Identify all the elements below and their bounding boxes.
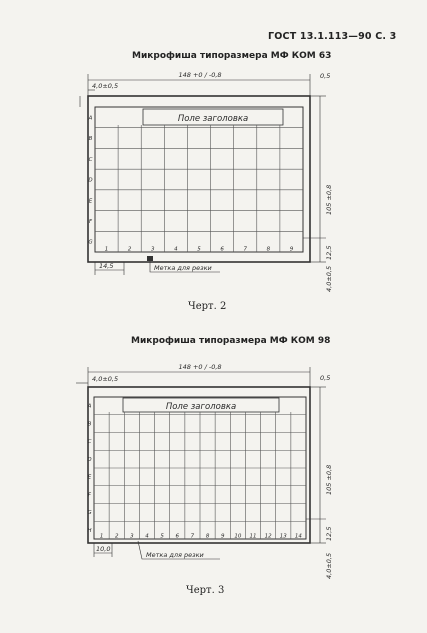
grid-col-label: 11 [249,533,257,540]
figure-2-title: Микрофиша типоразмера МФ КОМ 63 [132,51,332,61]
dim-corner-98: 0,5 [320,374,331,382]
grid-col-label: 9 [220,533,225,540]
grid-row-label: A [87,403,92,410]
grid-col-label: 6 [220,246,224,253]
header-field-label-98: Поле заголовка [165,402,237,412]
grid-labels-63 [88,115,294,252]
grid-row-label: A [88,115,93,122]
cut-mark-label-63: Метка для резки [154,264,212,272]
grid-col-label: 9 [289,246,294,253]
grid-col-label: 2 [114,533,119,540]
dim-bottom-right-98: 4,0±0,5 [325,552,333,579]
figure-3-caption: Черт. 3 [186,585,225,596]
grid-col-label: 10 [234,533,242,540]
dim-right-63: 105 ±0,8 [325,184,333,215]
grid-labels-98 [87,404,303,540]
dim-bottom-gap-63: 12,5 [325,245,333,260]
grid-col-label: 14 [294,533,302,540]
dim-bottom-gap-98: 12,5 [325,526,333,541]
grid-col-label: 2 [127,246,132,253]
grid-col-label: 4 [174,246,178,253]
grid-col-label: 8 [205,533,210,540]
grid-col-label: 6 [175,533,180,540]
grid-col-label: 8 [266,246,271,253]
grid-col-label: 3 [151,246,155,253]
dim-right-98: 105 ±0,8 [325,464,333,495]
grid-row-label: B [87,421,92,428]
dim-col-98: 10,0 [96,545,111,553]
grid-col-label: 7 [190,533,195,540]
figure-2-caption: Черт. 2 [188,301,227,312]
grid-col-label: 1 [104,246,109,253]
figure-3-title: Микрофиша типоразмера МФ КОМ 98 [131,336,331,346]
cut-mark-label-98: Метка для резки [146,551,204,559]
dim-col-63: 14,5 [99,262,114,270]
dim-top-63: 148 +0 / -0,8 [178,71,222,79]
dim-left-98: 4,0±0,5 [92,375,119,383]
microfiche-63-drawing [0,60,427,295]
grid-col-label: 7 [243,246,247,253]
grid-col-label: 13 [279,533,287,540]
grid-row-label: G [87,510,92,517]
microfiche-98-drawing [0,345,427,580]
page-header: ГОСТ 13.1.113—90 С. 3 [268,31,397,42]
dim-corner-63: 0,5 [320,72,331,80]
grid-col-label: 1 [99,533,104,540]
grid-63 [95,125,303,252]
grid-row-label: C [87,439,92,446]
grid-row-label: B [88,136,93,143]
cut-mark-63 [147,256,153,261]
grid-row-label: H [87,527,92,534]
dim-left-63: 4,0±0,5 [92,82,119,90]
grid-row-label: D [88,177,93,184]
grid-row-label: F [87,492,92,499]
grid-frame-63 [95,107,303,252]
grid-row-label: D [87,456,92,463]
grid-row-label: C [88,156,93,163]
grid-98 [94,412,306,539]
dim-bottom-right-63: 4,0±0,5 [325,265,333,292]
grid-col-label: 4 [145,533,149,540]
grid-row-label: F [88,219,93,225]
grid-col-label: 3 [130,533,134,540]
grid-col-label: 5 [160,533,164,540]
dim-top-98: 148 +0 / -0,8 [178,363,222,371]
grid-row-label: E [87,474,92,481]
header-field-label-63: Поле заголовка [177,114,249,124]
grid-row-label: G [88,239,93,246]
grid-col-label: 12 [264,533,272,540]
grid-col-label: 5 [197,246,201,253]
grid-row-label: E [88,198,93,205]
